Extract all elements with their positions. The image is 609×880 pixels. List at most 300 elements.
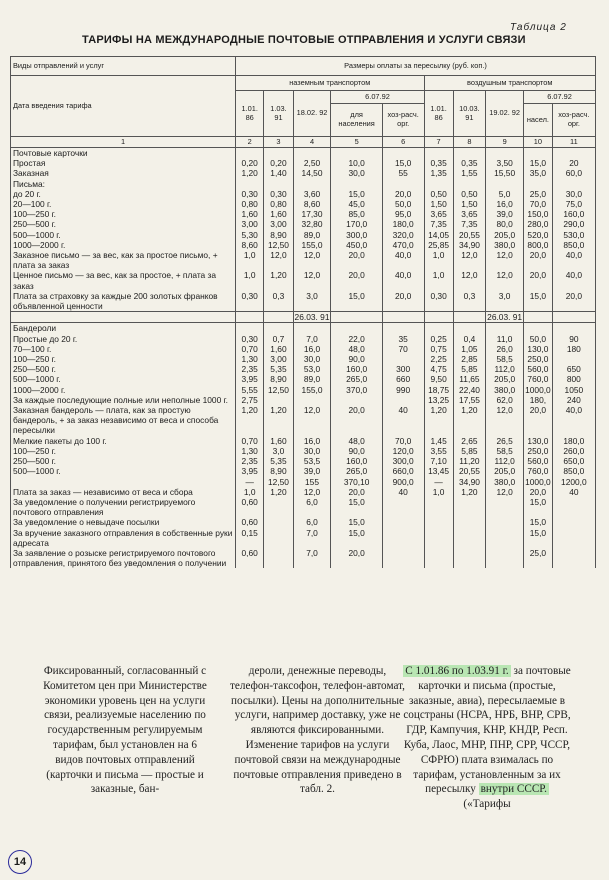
- column-index: 7: [424, 137, 453, 148]
- column-index: 2: [236, 137, 264, 148]
- row-description: 500—1000 г.: [11, 230, 236, 240]
- rate-cell: 20,0: [552, 291, 595, 312]
- rate-cell: 0,4: [453, 334, 485, 344]
- rate-cell: 1,05: [453, 344, 485, 354]
- empty-cell: [264, 148, 293, 159]
- rate-cell: 12,0: [293, 270, 331, 290]
- rate-cell: 20,0: [331, 548, 382, 568]
- rate-cell: 12,0: [453, 270, 485, 290]
- rate-cell: [486, 179, 524, 189]
- empty-cell: [524, 148, 553, 159]
- rate-cell: 3,00: [236, 219, 264, 229]
- section-postcards-label: Почтовые карточки: [11, 148, 236, 159]
- rate-cell: 17,30: [293, 209, 331, 219]
- empty-cell: [453, 323, 485, 334]
- rate-cell: 1200,0: [552, 477, 595, 487]
- rate-cell: 180,0: [382, 219, 424, 229]
- empty-cell: [264, 312, 293, 323]
- highlighted-inside-ussr: внутри СССР.: [480, 783, 547, 796]
- rate-cell: 160,0: [552, 209, 595, 219]
- text-column-1: Фиксированный, согласованный с Комитетом цен при Министерстве экономики уровень цен на услуги связи, реализуемые населению по государственным регулируемым тарифам, был установлен на 6 видов почтовых отправлений (карточки и письма — простые и заказные, бан-: [43, 665, 207, 796]
- tariff-table-body: [11, 148, 596, 569]
- rate-cell: 35: [382, 334, 424, 344]
- rate-cell: 5,55: [236, 385, 264, 395]
- row-description: 500—1000 г.: [11, 466, 236, 476]
- rate-cell: 1,60: [236, 209, 264, 219]
- rate-cell: [264, 395, 293, 405]
- rate-cell: 130,0: [524, 344, 553, 354]
- empty-cell: [524, 323, 553, 334]
- rate-cell: 850,0: [552, 240, 595, 250]
- rate-cell: 15,0: [524, 528, 553, 548]
- rate-cell: —: [424, 477, 453, 487]
- rate-cell: 30,0: [293, 354, 331, 364]
- rate-cell: 5,35: [264, 456, 293, 466]
- rate-cell: 1000,0: [525, 384, 551, 395]
- rate-cell: 7,0: [293, 548, 331, 568]
- rate-cell: 265,0: [331, 374, 382, 384]
- rate-cell: 650,0: [552, 456, 595, 466]
- table-row: [11, 209, 596, 219]
- header-date-91-air: 10.03. 91: [453, 91, 485, 137]
- rate-cell: 12,0: [293, 405, 331, 436]
- rate-cell: 1,60: [264, 344, 293, 354]
- rate-cell: 0,30: [236, 334, 264, 344]
- rate-cell: 20,55: [453, 466, 485, 476]
- rate-cell: [552, 548, 595, 568]
- column-index: 5: [331, 137, 382, 148]
- column-index: 1: [11, 137, 236, 148]
- rate-cell: [382, 179, 424, 189]
- rate-cell: 45,0: [331, 199, 382, 209]
- row-description: Заказная: [11, 168, 236, 178]
- rate-cell: 155,0: [293, 240, 331, 250]
- column-index: 10: [524, 137, 553, 148]
- text-column-3-tail: («Тарифы: [463, 798, 511, 811]
- rate-cell: 13,45: [424, 466, 453, 476]
- rate-cell: 48,0: [331, 344, 382, 354]
- rate-cell: 1,30: [236, 354, 264, 364]
- table-row: [11, 230, 596, 240]
- empty-cell: [453, 148, 485, 159]
- rate-cell: [331, 179, 382, 189]
- empty-cell: [293, 323, 331, 334]
- rate-cell: 10,0: [331, 158, 382, 168]
- rate-cell: 250,0: [524, 446, 553, 456]
- empty-cell: [524, 312, 553, 323]
- rate-cell: 155: [293, 477, 331, 487]
- header-desc-top: Виды отправлений и услуг: [11, 57, 236, 76]
- row-description: Письма:: [11, 179, 236, 189]
- rate-cell: 2,65: [453, 436, 485, 446]
- empty-cell: [486, 148, 524, 159]
- rate-cell: 560,0: [524, 456, 553, 466]
- table-row: [11, 291, 596, 312]
- rate-cell: 3,00: [264, 354, 293, 364]
- rate-cell: 1,45: [424, 436, 453, 446]
- rate-cell: 15,0: [524, 517, 553, 527]
- header-desc-bottom: Дата введения тарифа: [11, 76, 236, 137]
- row-description: 20—100 г.: [11, 199, 236, 209]
- row-description: 500—1000 г.: [11, 374, 236, 384]
- rate-cell: 180,: [524, 395, 553, 405]
- rate-cell: 26,0: [486, 344, 524, 354]
- row-description: За каждые последующие полные или неполные 1000 г.: [11, 395, 236, 405]
- rate-cell: 20,0: [331, 270, 382, 290]
- rate-cell: 32,80: [293, 219, 331, 229]
- empty-cell: [552, 323, 595, 334]
- table-row: [11, 334, 596, 344]
- empty-cell: [236, 148, 264, 159]
- rate-cell: 1,0: [236, 487, 264, 497]
- rate-cell: 40,0: [382, 250, 424, 270]
- rate-cell: 1,20: [453, 405, 485, 436]
- row-description: 1000—2000 г.: [11, 240, 236, 250]
- row-description: 250—500 г.: [11, 364, 236, 374]
- rate-cell: 5,85: [453, 364, 485, 374]
- header-date-86-air: 1.01. 86: [424, 91, 453, 137]
- rate-cell: 2,50: [293, 158, 331, 168]
- table-row: [11, 405, 596, 436]
- rate-cell: 155,0: [293, 385, 331, 395]
- row-description: 250—500 г.: [11, 456, 236, 466]
- rate-cell: 660,0: [382, 466, 424, 476]
- rate-cell: [264, 548, 293, 568]
- rate-cell: 8,60: [293, 199, 331, 209]
- column-index: 9: [486, 137, 524, 148]
- rate-cell: [236, 179, 264, 189]
- rate-cell: 15,0: [524, 291, 553, 312]
- rate-cell: 13,25: [424, 395, 453, 405]
- rate-cell: 70,0: [524, 199, 553, 209]
- rate-cell: 3,0: [486, 291, 524, 312]
- row-description: до 20 г.: [11, 189, 236, 199]
- rate-cell: 20,0: [331, 250, 382, 270]
- header-ground: наземным транспортом: [236, 76, 425, 91]
- rate-cell: 18,75: [424, 385, 453, 395]
- rate-cell: [382, 395, 424, 405]
- empty-cell: [236, 323, 264, 334]
- empty-cell: [331, 148, 382, 159]
- rate-cell: 0,60: [236, 548, 264, 568]
- rate-cell: 34,90: [453, 477, 485, 487]
- rate-cell: 0,80: [236, 199, 264, 209]
- rate-cell: 0,30: [236, 189, 264, 199]
- rate-cell: 160,0: [331, 456, 382, 466]
- rate-cell: 12,0: [293, 250, 331, 270]
- rate-cell: 35,0: [524, 168, 553, 178]
- rate-cell: 3,95: [236, 466, 264, 476]
- empty-cell: [264, 323, 293, 334]
- rate-cell: 3,0: [264, 446, 293, 456]
- rate-cell: 0,70: [236, 436, 264, 446]
- row-description: За уведомление о невыдаче посылки: [11, 517, 236, 527]
- rate-cell: 150,0: [524, 209, 553, 219]
- rate-cell: 14,05: [424, 230, 453, 240]
- rate-cell: [486, 528, 524, 548]
- rate-cell: 6,0: [293, 497, 331, 517]
- rate-cell: 15,0: [524, 497, 553, 517]
- table-row: [11, 179, 596, 189]
- empty-cell: [382, 312, 424, 323]
- rate-cell: [552, 179, 595, 189]
- rate-cell: [424, 497, 453, 517]
- dates-row-label: [11, 312, 236, 323]
- date-air-cell: 26.03. 91: [487, 312, 523, 323]
- header-air: воздушным транспортом: [424, 76, 596, 91]
- rate-cell: 40,0: [382, 270, 424, 290]
- rate-cell: 1,20: [264, 270, 293, 290]
- rate-cell: 265,0: [331, 466, 382, 476]
- rate-cell: 70,0: [382, 436, 424, 446]
- rate-cell: 0,35: [453, 158, 485, 168]
- rate-cell: 12,0: [293, 487, 331, 497]
- rate-cell: 0,7: [264, 334, 293, 344]
- rate-cell: 75,0: [552, 199, 595, 209]
- rate-cell: [424, 528, 453, 548]
- rate-cell: 3,65: [424, 209, 453, 219]
- rate-cell: 5,30: [236, 230, 264, 240]
- table-number: Таблица 2: [510, 22, 567, 33]
- rate-cell: 1,0: [236, 270, 264, 290]
- rate-cell: 22,0: [331, 334, 382, 344]
- rate-cell: 7,35: [424, 219, 453, 229]
- rate-cell: 89,0: [293, 374, 331, 384]
- rate-cell: 16,0: [486, 199, 524, 209]
- rate-cell: 8,90: [264, 374, 293, 384]
- rate-cell: 1,0: [236, 250, 264, 270]
- rate-cell: 34,90: [453, 240, 485, 250]
- rate-cell: 30,0: [552, 189, 595, 199]
- rate-cell: 15,0: [331, 517, 382, 527]
- header-date-86: 1.01. 86: [236, 91, 264, 137]
- header-date-92d: 6.07.92: [524, 91, 596, 104]
- rate-cell: 30,0: [331, 168, 382, 178]
- rate-cell: [264, 517, 293, 527]
- rate-cell: 1,30: [236, 446, 264, 456]
- row-description: 250—500 г.: [11, 219, 236, 229]
- column-index: 4: [293, 137, 331, 148]
- rate-cell: 1,0: [424, 487, 453, 497]
- rate-cell: 205,0: [486, 466, 524, 476]
- rate-cell: 40: [382, 487, 424, 497]
- table-row: [11, 250, 596, 270]
- rate-cell: 50,0: [524, 334, 553, 344]
- rate-cell: 12,0: [264, 250, 293, 270]
- rate-cell: [552, 517, 595, 527]
- rate-cell: [424, 548, 453, 568]
- table-row: [11, 456, 596, 466]
- rate-cell: 50,0: [382, 199, 424, 209]
- rate-cell: 0,30: [236, 291, 264, 312]
- rate-cell: 7,35: [453, 219, 485, 229]
- rate-cell: 12,0: [486, 250, 524, 270]
- rate-cell: [264, 497, 293, 517]
- rate-cell: 15,0: [331, 497, 382, 517]
- rate-cell: [293, 179, 331, 189]
- rate-cell: 0,75: [424, 344, 453, 354]
- rate-cell: 0,25: [424, 334, 453, 344]
- rate-cell: 990: [382, 385, 424, 395]
- article-text: [30, 664, 590, 874]
- table-row: [11, 219, 596, 229]
- rate-cell: [382, 517, 424, 527]
- column-index: 3: [264, 137, 293, 148]
- rate-cell: 320,0: [382, 230, 424, 240]
- rate-cell: [382, 354, 424, 364]
- header-org: хоз-расч. орг.: [382, 104, 424, 137]
- rate-cell: 25,0: [524, 548, 553, 568]
- rate-cell: 7,0: [293, 334, 331, 344]
- rate-cell: 1,20: [236, 405, 264, 436]
- rate-cell: 240: [552, 395, 595, 405]
- table-row: [11, 395, 596, 405]
- rate-cell: 15,50: [486, 168, 524, 178]
- rate-cell: 53,5: [293, 456, 331, 466]
- dates-row: [11, 312, 596, 323]
- table-row: [11, 436, 596, 446]
- rate-cell: 1,20: [236, 168, 264, 178]
- rate-cell: 11,65: [453, 374, 485, 384]
- rate-cell: 0,30: [424, 291, 453, 312]
- rate-cell: 12,0: [486, 487, 524, 497]
- rate-cell: [382, 528, 424, 548]
- rate-cell: —: [236, 477, 264, 487]
- rate-cell: 520,0: [524, 230, 553, 240]
- rate-cell: 58,5: [486, 354, 524, 364]
- empty-cell: [382, 148, 424, 159]
- rate-cell: [453, 528, 485, 548]
- rate-cell: 20,0: [524, 250, 553, 270]
- rate-cell: 20,0: [382, 189, 424, 199]
- table-row: [11, 240, 596, 250]
- empty-cell: [382, 323, 424, 334]
- rate-cell: 30,0: [293, 446, 331, 456]
- rate-cell: [264, 528, 293, 548]
- rate-cell: 0,50: [453, 189, 485, 199]
- header-rates-caption: Размеры оплаты за пересылку (руб. коп.): [236, 57, 596, 76]
- rate-cell: 11,20: [453, 456, 485, 466]
- rate-cell: 12,0: [453, 250, 485, 270]
- rate-cell: 12,50: [264, 240, 293, 250]
- table-row: [11, 189, 596, 199]
- rate-cell: 15,0: [524, 158, 553, 168]
- text-column-2: дероли, денежные переводы, телефон-таксофон, телефон-автомат, посылки). Цены на дополнительные услуги, например доставку, уже не являются фиксированными. Изменение тарифов на услуги почтовой связи на международные почтовые отправления приведено в табл. 2.: [230, 665, 405, 796]
- rate-cell: 1050: [552, 385, 595, 395]
- rate-cell: 8,90: [264, 230, 293, 240]
- rate-cell: 48,0: [331, 436, 382, 446]
- header-date-92c: 6.07.92: [331, 91, 424, 104]
- rate-cell: 300: [382, 364, 424, 374]
- row-description: [11, 477, 236, 487]
- rate-cell: 1,60: [264, 436, 293, 446]
- rate-cell: [453, 548, 485, 568]
- rate-cell: 205,0: [486, 230, 524, 240]
- rate-cell: 180: [552, 344, 595, 354]
- empty-cell: [424, 323, 453, 334]
- rate-cell: 0,70: [236, 344, 264, 354]
- page-title: ТАРИФЫ НА МЕЖДУНАРОДНЫЕ ПОЧТОВЫЕ ОТПРАВЛЕНИЯ И УСЛУГИ СВЯЗИ: [82, 34, 526, 46]
- rate-cell: 25,85: [424, 240, 453, 250]
- rate-cell: 5,35: [264, 364, 293, 374]
- rate-cell: 1,55: [453, 168, 485, 178]
- page-number: 14: [8, 850, 32, 874]
- row-description: 70—100 г.: [11, 344, 236, 354]
- rate-cell: 300,0: [382, 456, 424, 466]
- text-column-3: [402, 664, 572, 812]
- rate-cell: 3,50: [486, 158, 524, 168]
- row-description: Заказная бандероль — плата, как за простую бандероль, + за заказ независимо от веса и способа пересылки: [11, 405, 236, 436]
- rate-cell: 0,3: [453, 291, 485, 312]
- rate-cell: 14,50: [293, 168, 331, 178]
- row-description: За заявление о розыске регистрируемого почтового отправления, принятого без уведомления о получении: [11, 548, 236, 568]
- rate-cell: 20,0: [524, 405, 553, 436]
- empty-cell: [453, 312, 485, 323]
- rate-cell: 22,40: [453, 385, 485, 395]
- highlighted-date-range: С 1.01.86 по 1.03.91 г.: [405, 665, 509, 677]
- table-row: [11, 158, 596, 168]
- row-description: 1000—2000 г.: [11, 385, 236, 395]
- table-row: [11, 497, 596, 517]
- rate-cell: 16,0: [293, 344, 331, 354]
- rate-cell: 90: [552, 334, 595, 344]
- rate-cell: 850,0: [552, 466, 595, 476]
- rate-cell: 15,0: [331, 528, 382, 548]
- empty-cell: [236, 312, 264, 323]
- rate-cell: 40: [382, 405, 424, 436]
- rate-cell: 450,0: [331, 240, 382, 250]
- header-date-92a: 18.02. 92: [293, 91, 331, 137]
- rate-cell: 560,0: [524, 364, 553, 374]
- rate-cell: 8,60: [236, 240, 264, 250]
- rate-cell: 15,0: [382, 158, 424, 168]
- rate-cell: 40: [552, 487, 595, 497]
- rate-cell: [331, 395, 382, 405]
- rate-cell: 3,65: [453, 209, 485, 219]
- rate-cell: [552, 528, 595, 548]
- row-description: Заказное письмо — за вес, как за простое письмо, + плата за заказ: [11, 250, 236, 270]
- rate-cell: 12,50: [264, 477, 293, 487]
- rate-cell: 15,0: [331, 291, 382, 312]
- rate-cell: 7,10: [424, 456, 453, 466]
- rate-cell: 25,0: [524, 189, 553, 199]
- row-description: Плата за заказ — независимо от веса и сбора: [11, 487, 236, 497]
- rate-cell: 1,50: [453, 199, 485, 209]
- rate-cell: 5,0: [486, 189, 524, 199]
- rate-cell: 0,30: [264, 189, 293, 199]
- column-index: 8: [453, 137, 485, 148]
- rate-cell: 80,0: [486, 219, 524, 229]
- empty-cell: [331, 312, 382, 323]
- rate-cell: 380,0: [486, 477, 524, 487]
- rate-cell: 90,0: [331, 446, 382, 456]
- row-description: 100—250 г.: [11, 446, 236, 456]
- row-description: За уведомление о получении регистрируемого почтового отправления: [11, 497, 236, 517]
- rate-cell: 0,20: [264, 158, 293, 168]
- column-index-row: [11, 137, 596, 148]
- rate-cell: [424, 517, 453, 527]
- rate-cell: 1,50: [424, 199, 453, 209]
- rate-cell: 5,85: [453, 446, 485, 456]
- rate-cell: 112,0: [486, 456, 524, 466]
- empty-cell: [552, 312, 595, 323]
- rate-cell: 900,0: [382, 477, 424, 487]
- rate-cell: 20,0: [524, 487, 553, 497]
- rate-cell: 1,20: [453, 487, 485, 497]
- rate-cell: 11,0: [486, 334, 524, 344]
- rate-cell: [552, 354, 595, 364]
- table-row: [11, 446, 596, 456]
